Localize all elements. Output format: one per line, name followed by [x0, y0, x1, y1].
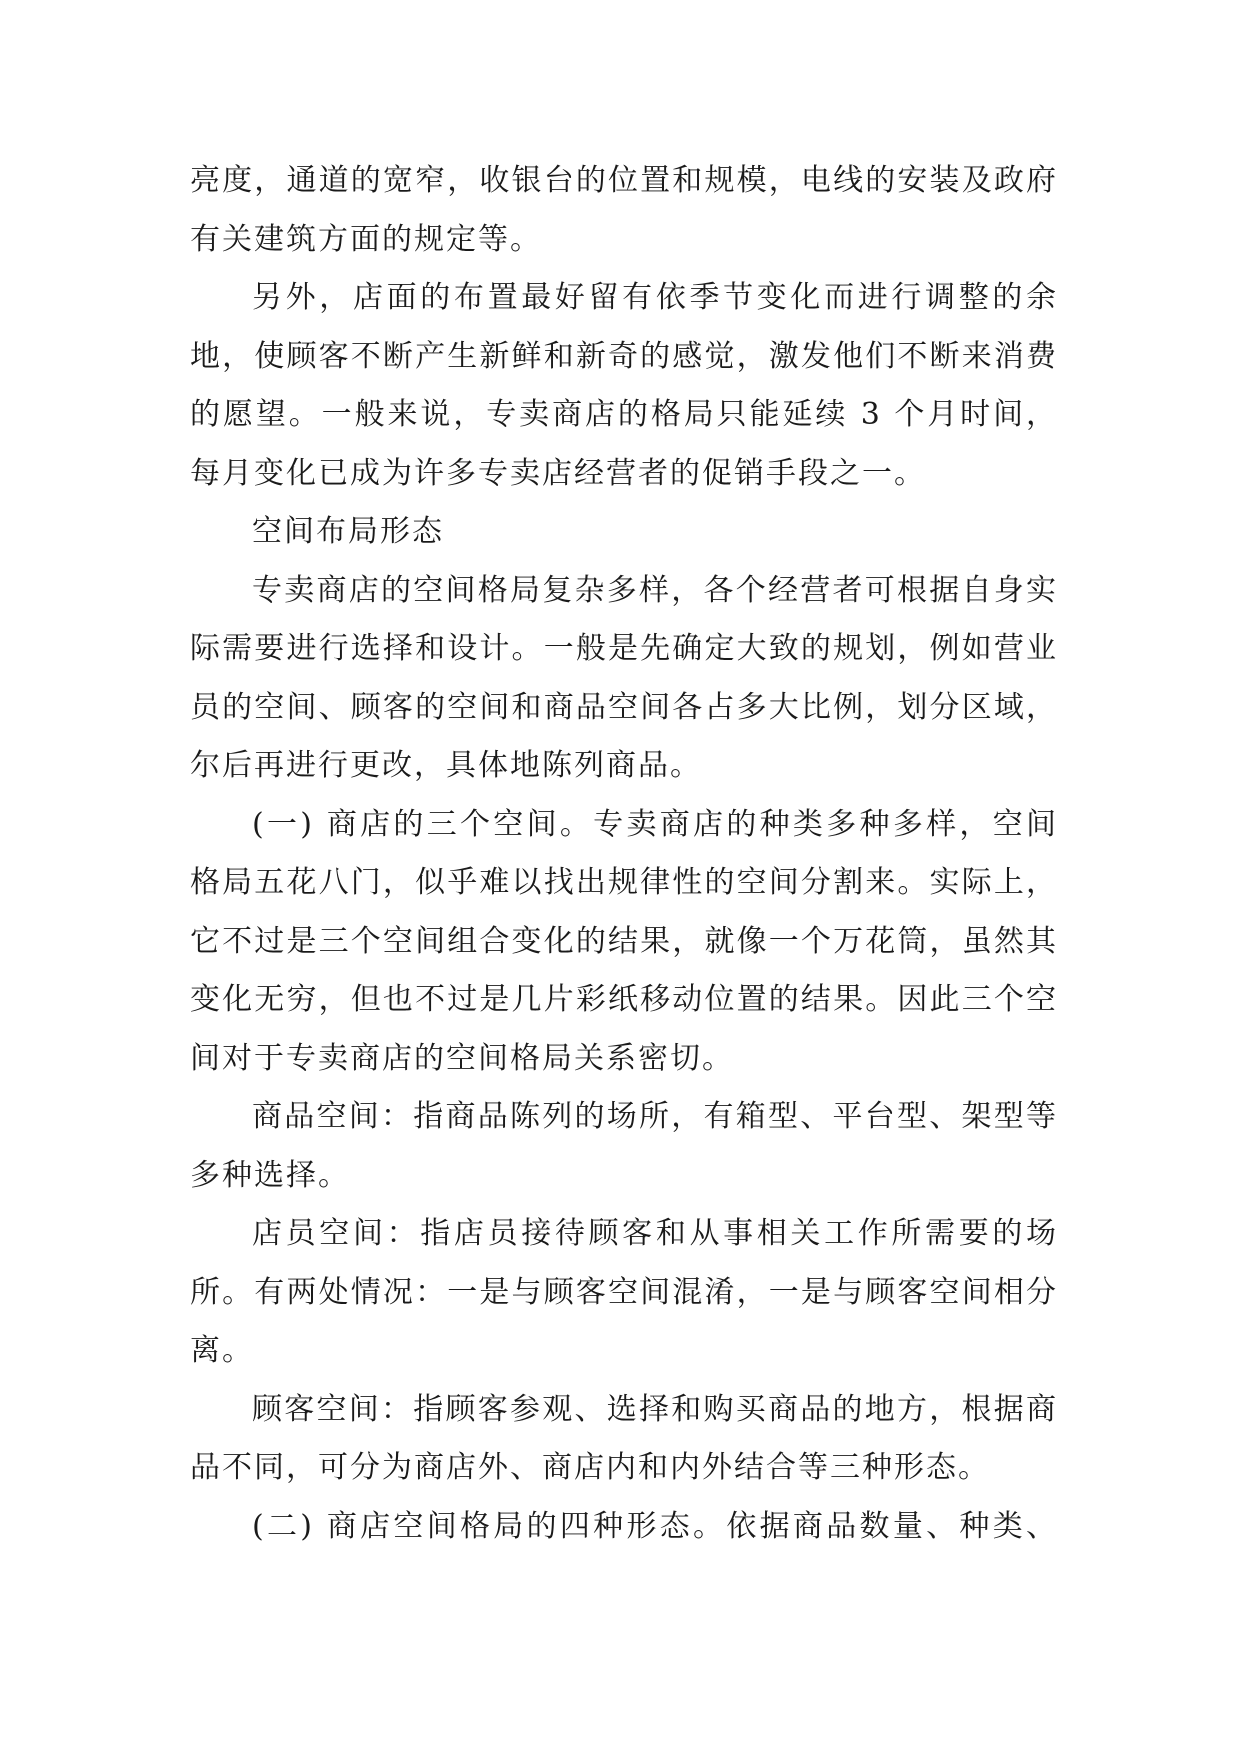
paragraph-customer-space: 顾客空间：指顾客参观、选择和购买商品的地方，根据商品不同，可分为商店外、商店内和内外结合等三种形态。 [190, 1391, 1058, 1485]
paragraph-staff-space: 店员空间：指店员接待顾客和从事相关工作所需要的场所。有两处情况：一是与顾客空间混淆，一是与顾客空间相分离。 [190, 1216, 1058, 1368]
paragraph-seasonal-layout: 另外，店面的布置最好留有依季节变化而进行调整的余地，使顾客不断产生新鲜和新奇的感觉，激发他们不断来消费的愿望。一般来说，专卖商店的格局只能延续 3 个月时间，每月变化已成为许多专卖店经营者的促销手段之一。 [190, 280, 1058, 491]
paragraph-goods-space: 商品空间：指商品陈列的场所，有箱型、平台型、架型等多种选择。 [190, 1099, 1058, 1193]
section-heading-space-layout: 空间布局形态 [252, 514, 444, 549]
paragraph-three-spaces: (一) 商店的三个空间。专卖商店的种类多种多样，空间格局五花八门，似乎难以找出规律性的空间分割来。实际上，它不过是三个空间组合变化的结果，就像一个万花筒，虽然其变化无穷，但也不过是几片彩纸移动位置的结果。因此三个空间对于专卖商店的空间格局关系密切。 [190, 806, 1058, 1076]
document-body [190, 152, 1058, 1556]
paragraph-space-layout-intro: 专卖商店的空间格局复杂多样，各个经营者可根据自身实际需要进行选择和设计。一般是先确定大致的规划，例如营业员的空间、顾客的空间和商品空间各占多大比例，划分区域，尔后再进行更改，具体地陈列商品。 [190, 572, 1058, 783]
paragraph-four-forms: (二) 商店空间格局的四种形态。依据商品数量、种类、 [252, 1508, 1058, 1544]
paragraph-continued: 亮度，通道的宽窄，收银台的位置和规模，电线的安装及政府有关建筑方面的规定等。 [190, 163, 1058, 257]
